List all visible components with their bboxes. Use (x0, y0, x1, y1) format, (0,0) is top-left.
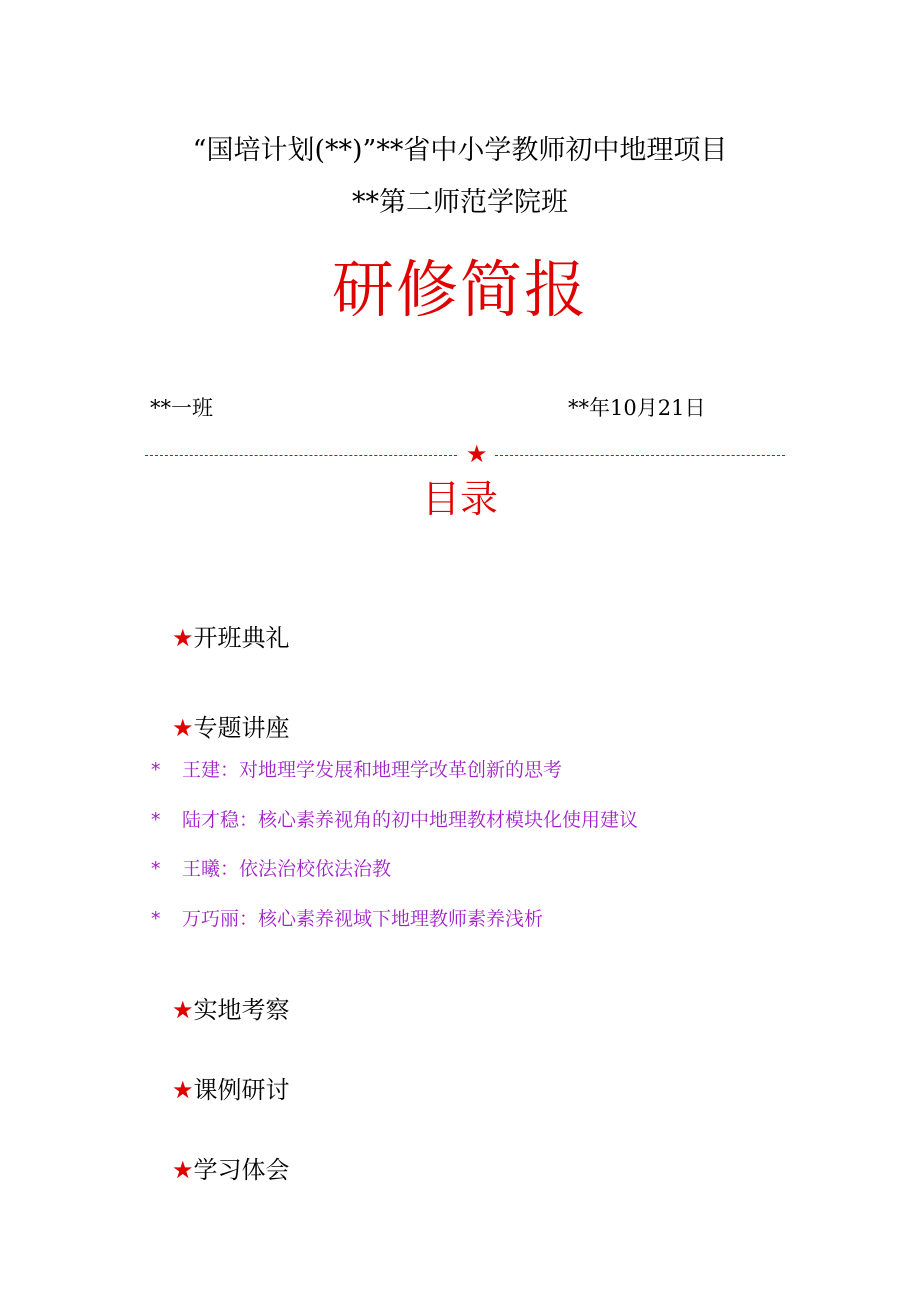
bulletin-title: 研修简报 (331, 253, 588, 326)
bullet-asterisk: * (150, 759, 162, 781)
lecture-item (150, 805, 638, 832)
toc-section-label: 课例研讨 (193, 1076, 290, 1104)
toc-section-lectures (172, 708, 290, 743)
toc-section-lesson-study (172, 1070, 290, 1105)
lecture-text: 万巧丽：核心素养视域下地理教师素养浅析 (182, 908, 544, 930)
star-icon: ★ (172, 1156, 194, 1184)
toc-section-label: 专题讲座 (193, 714, 290, 742)
issue-date: **年10月21日 (568, 396, 706, 420)
bullet-asterisk: * (150, 809, 162, 831)
star-icon: ★ (172, 624, 194, 652)
star-icon: ★ (172, 996, 194, 1024)
lecture-item (150, 755, 562, 782)
lecture-text: 陆才稳：核心素养视角的初中地理教材模块化使用建议 (182, 809, 639, 831)
lecture-item (150, 854, 391, 881)
lecture-text: 王曦：依法治校依法治教 (182, 858, 392, 880)
toc-section-label: 开班典礼 (193, 624, 290, 652)
toc-section-label: 学习体会 (193, 1156, 290, 1184)
divider-dash-left (145, 455, 457, 456)
lecture-text: 王建：对地理学发展和地理学改革创新的思考 (182, 759, 563, 781)
divider-dash-right (495, 455, 785, 456)
toc-section-field-trip (172, 990, 290, 1025)
star-icon: ★ (466, 440, 488, 468)
star-icon: ★ (172, 1076, 194, 1104)
class-name: **一班 (150, 396, 213, 420)
star-icon: ★ (172, 714, 194, 742)
divider (145, 440, 785, 468)
toc-section-opening-ceremony (172, 618, 290, 653)
bullet-asterisk: * (150, 908, 162, 930)
bullet-asterisk: * (150, 858, 162, 880)
toc-section-label: 实地考察 (193, 996, 290, 1024)
lecture-item (150, 904, 543, 931)
header-college-class: **第二师范学院班 (352, 187, 568, 218)
toc-section-reflections (172, 1150, 290, 1185)
toc-title: 目录 (421, 477, 498, 521)
header-project-title: “国培计划(**)”**省中小学教师初中地理项目 (192, 135, 728, 166)
